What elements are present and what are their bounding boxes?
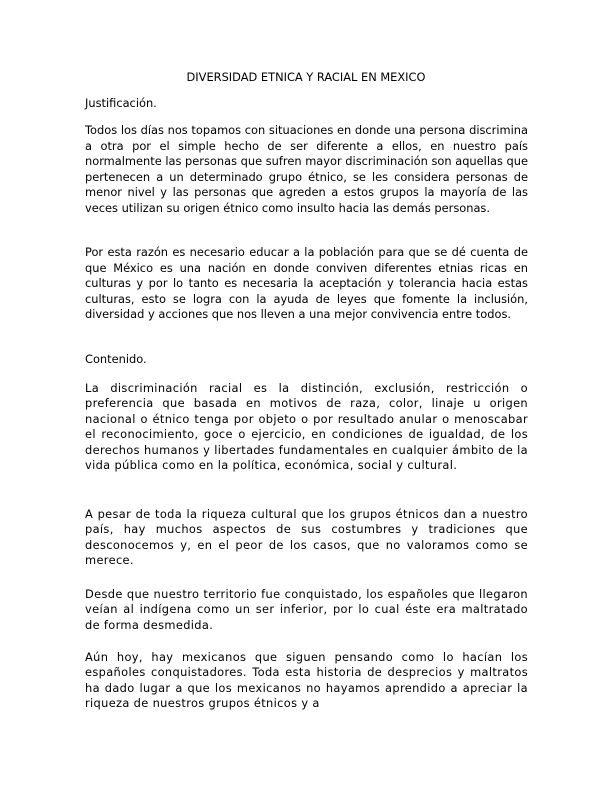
paragraph-4: A pesar de toda la riqueza cultural que los grupos étnicos dan a nuestro país, hay muchos aspectos de sus costumbres y tradiciones que desconocemos y, en el peor de los casos, que no valoramos como se merece.: [85, 507, 528, 568]
paragraph-2: Por esta razón es necesario educar a la población para que se dé cuenta de que México es una nación en donde conviven diferentes etnias ricas en culturas y por lo tanto es necesaria la aceptación y tolerancia hacia estas culturas, esto se logra con la ayuda de leyes que fomente la inclusión, diversidad y acciones que nos lleven a una mejor convivencia entre todos.: [85, 245, 528, 322]
paragraph-1: Todos los días nos topamos con situaciones en donde una persona discrimina a otra por el simple hecho de ser diferente a ellos, en nuestro país normalmente las personas que sufren mayor discriminación son aquellas que pertenecen a un determinado grupo étnico, se les considera personas de menor nivel y las personas que agreden a estos grupos la mayoría de las veces utilizan su origen étnico como insulto hacia las demás personas.: [85, 123, 528, 215]
paragraph-6: Aún hoy, hay mexicanos que siguen pensando como lo hacían los españoles conquistadores. Toda esta historia de desprecios y maltratos ha dado lugar a que los mexicanos no hayamos aprendido a apreciar la riqueza de nuestros grupos étnicos y a: [85, 650, 528, 711]
paragraph-3: La discriminación racial es la distinción, exclusión, restricción o preferencia que basada en motivos de raza, color, linaje u origen nacional o étnico tenga por objeto o por resultado anular o menoscabar el reconocimiento, goce o ejercicio, en condiciones de igualdad, de los derechos humanos y libertades fundamentales en cualquier ámbito de la vida pública como en la política, económica, social y cultural.: [85, 381, 528, 473]
document-title: DIVERSIDAD ETNICA Y RACIAL EN MEXICO: [186, 70, 426, 84]
paragraph-5: Desde que nuestro territorio fue conquistado, los españoles que llegaron veían al indígena como un ser inferior, por lo cual éste era maltratado de forma desmedida.: [85, 587, 528, 632]
heading-contenido: Contenido.: [85, 352, 147, 366]
heading-justificacion: Justificación.: [85, 96, 157, 110]
